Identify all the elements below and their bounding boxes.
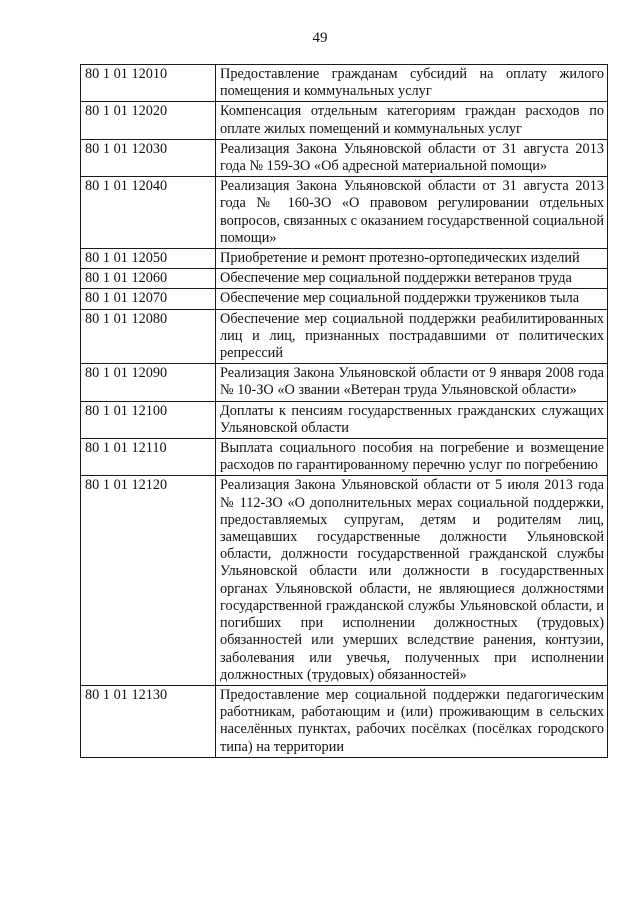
budget-code-cell: 80 1 01 12020 — [81, 102, 216, 139]
budget-code-cell: 80 1 01 12050 — [81, 249, 216, 269]
table-row — [81, 401, 608, 438]
description-cell: Обеспечение мер социальной поддержки реабилитированных лиц и лиц, признанных пострадавшими от политических репрессий — [216, 309, 608, 364]
description-cell: Приобретение и ремонт протезно-ортопедических изделий — [216, 249, 608, 269]
description-cell: Предоставление гражданам субсидий на оплату жилого помещения и коммунальных услуг — [216, 65, 608, 102]
description-cell: Компенсация отдельным категориям граждан расходов по оплате жилых помещений и коммунальных услуг — [216, 102, 608, 139]
budget-code-cell: 80 1 01 12120 — [81, 476, 216, 685]
description-cell: Предоставление мер социальной поддержки педагогическим работникам, работающим и (или) проживающим в сельских населённых пунктах, рабочих посёлках (посёлках городского типа) на территории — [216, 685, 608, 757]
description-cell: Реализация Закона Ульяновской области от 9 января 2008 года № 10-ЗО «О звании «Ветеран труда Ульяновской области» — [216, 364, 608, 401]
table-row — [81, 685, 608, 757]
description-cell: Обеспечение мер социальной поддержки тружеников тыла — [216, 289, 608, 309]
table-row — [81, 139, 608, 176]
budget-code-cell: 80 1 01 12040 — [81, 177, 216, 249]
budget-code-cell: 80 1 01 12010 — [81, 65, 216, 102]
budget-code-cell: 80 1 01 12060 — [81, 269, 216, 289]
description-cell: Выплата социального пособия на погребение и возмещение расходов по гарантированному перечню услуг по погребению — [216, 439, 608, 476]
budget-code-table — [80, 64, 608, 758]
table-row — [81, 269, 608, 289]
table-body — [81, 65, 608, 758]
table-row — [81, 309, 608, 364]
budget-code-cell: 80 1 01 12080 — [81, 309, 216, 364]
table-row — [81, 65, 608, 102]
budget-code-cell: 80 1 01 12100 — [81, 401, 216, 438]
page-number: 49 — [312, 30, 328, 46]
table-row — [81, 289, 608, 309]
table-row — [81, 476, 608, 685]
table-row — [81, 177, 608, 249]
budget-code-cell: 80 1 01 12130 — [81, 685, 216, 757]
table-row — [81, 249, 608, 269]
description-cell: Реализация Закона Ульяновской области от 31 августа 2013 года № 159-ЗО «Об адресной материальной помощи» — [216, 139, 608, 176]
budget-code-cell: 80 1 01 12090 — [81, 364, 216, 401]
table-row — [81, 364, 608, 401]
description-cell: Доплаты к пенсиям государственных гражданских служащих Ульяновской области — [216, 401, 608, 438]
table-row — [81, 102, 608, 139]
table-row — [81, 439, 608, 476]
budget-code-cell: 80 1 01 12030 — [81, 139, 216, 176]
budget-code-cell: 80 1 01 12070 — [81, 289, 216, 309]
budget-code-cell: 80 1 01 12110 — [81, 439, 216, 476]
description-cell: Реализация Закона Ульяновской области от 5 июля 2013 года № 112-ЗО «О дополнительных мерах социальной поддержки, предоставляемых супругам, детям и родителям лиц, замещавших государственные должности Ульяновской области, должности государственной гражданской службы Ульяновской области или должности в государственных органах Ульяновской области, не являющиеся должностями государственной гражданской службы Ульяновской области, и погибших при исполнении должностных (трудовых) обязанностей или умерших вследствие ранения, контузии, заболевания или увечья, полученных при исполнении должностных (трудовых) обязанностей» — [216, 476, 608, 685]
description-cell: Реализация Закона Ульяновской области от 31 августа 2013 года № 160-ЗО «О правовом регулировании отдельных вопросов, связанных с оказанием государственной социальной помощи» — [216, 177, 608, 249]
description-cell: Обеспечение мер социальной поддержки ветеранов труда — [216, 269, 608, 289]
